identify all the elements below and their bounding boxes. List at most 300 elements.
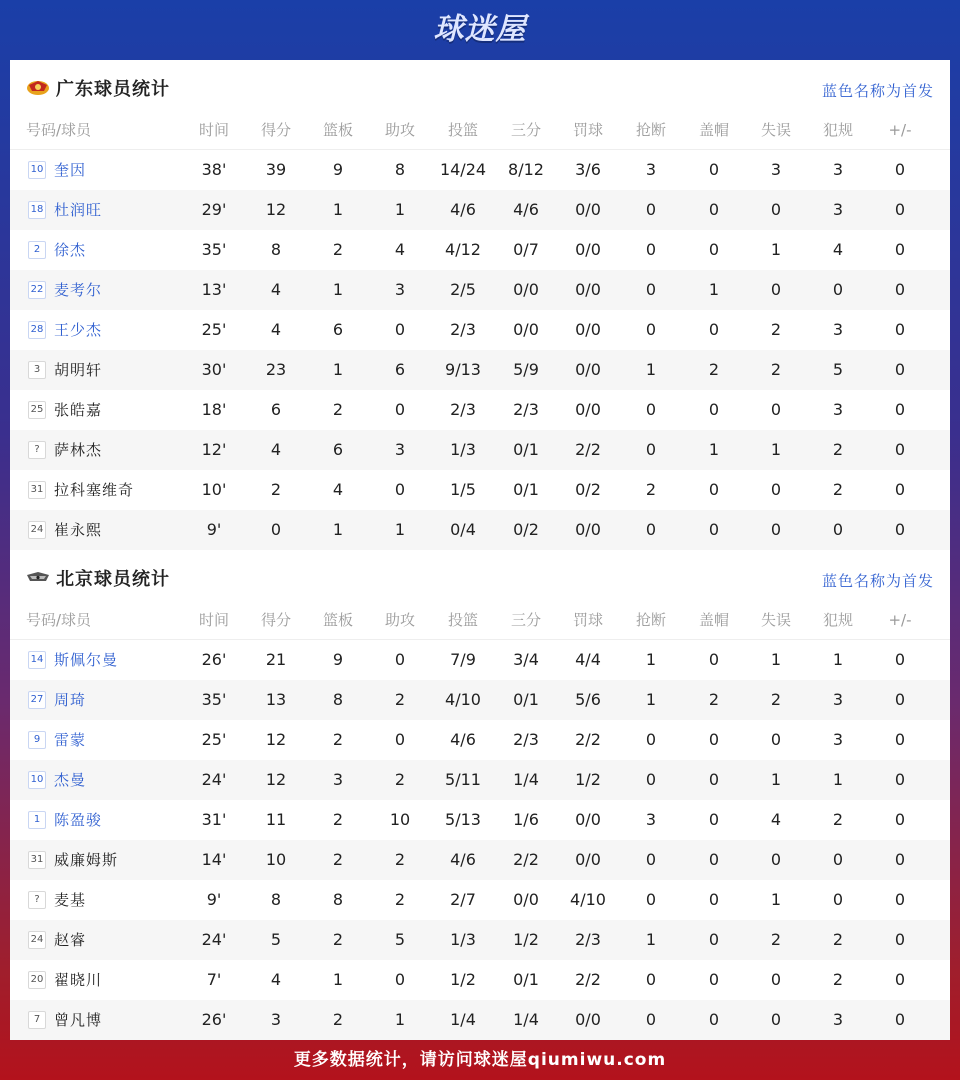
stat-turnovers: 1 xyxy=(770,650,782,669)
stat-steals: 0 xyxy=(645,400,657,419)
stat-field-goals: 14/24 xyxy=(439,160,487,179)
stat-fouls: 3 xyxy=(832,320,844,339)
stat-fouls: 1 xyxy=(832,770,844,789)
stat-steals: 2 xyxy=(645,480,657,499)
player-name[interactable]: 威廉姆斯 xyxy=(54,851,119,869)
stat-fouls: 2 xyxy=(832,930,844,949)
stat-steals: 0 xyxy=(645,320,657,339)
stat-turnovers: 0 xyxy=(770,730,782,749)
stat-steals: 0 xyxy=(645,850,657,869)
stat-assists: 2 xyxy=(394,690,406,709)
column-header-field-goals: 投篮 xyxy=(447,611,478,629)
stat-rebounds: 6 xyxy=(332,320,344,339)
stat-minutes: 26' xyxy=(201,650,227,669)
stat-free-throws: 5/6 xyxy=(575,690,601,709)
stat-field-goals: 9/13 xyxy=(445,360,481,379)
player-name[interactable]: 徐杰 xyxy=(54,241,87,259)
column-header-rebounds: 篮板 xyxy=(322,611,353,629)
stat-points: 5 xyxy=(270,930,282,949)
stat-minutes: 10' xyxy=(201,480,227,499)
stat-field-goals: 2/5 xyxy=(450,280,476,299)
jersey-number-badge: 3 xyxy=(28,361,46,379)
player-row[interactable] xyxy=(10,840,950,880)
stat-rebounds: 1 xyxy=(332,970,344,989)
stat-plus-minus: 0 xyxy=(894,320,906,339)
stat-field-goals: 1/3 xyxy=(450,440,476,459)
stat-field-goals: 0/4 xyxy=(450,520,476,539)
stat-blocks: 1 xyxy=(708,440,720,459)
stat-points: 4 xyxy=(270,280,282,299)
stat-plus-minus: 0 xyxy=(894,440,906,459)
jersey-number-badge: 31 xyxy=(28,851,46,869)
stat-points: 0 xyxy=(270,520,282,539)
player-stats-table xyxy=(10,600,950,1040)
stat-points: 8 xyxy=(270,240,282,259)
column-header-plus-minus: +/- xyxy=(888,121,912,139)
player-row[interactable] xyxy=(10,190,950,230)
stat-three-pointers: 8/12 xyxy=(508,160,544,179)
stat-points: 12 xyxy=(265,200,287,219)
stat-fouls: 3 xyxy=(832,730,844,749)
stat-blocks: 0 xyxy=(708,1010,720,1029)
stat-free-throws: 0/0 xyxy=(575,320,601,339)
stat-three-pointers: 2/2 xyxy=(513,850,539,869)
stat-three-pointers: 2/3 xyxy=(513,730,539,749)
stat-fouls: 3 xyxy=(832,400,844,419)
player-name[interactable]: 奎因 xyxy=(54,161,87,179)
stat-three-pointers: 0/0 xyxy=(513,280,539,299)
stat-field-goals: 4/12 xyxy=(445,240,481,259)
stat-three-pointers: 0/2 xyxy=(513,520,539,539)
player-row[interactable] xyxy=(10,390,950,430)
column-header-three-pointers: 三分 xyxy=(510,611,541,629)
column-header-minutes: 时间 xyxy=(198,611,229,629)
stat-free-throws: 0/0 xyxy=(575,200,601,219)
stat-assists: 0 xyxy=(394,400,406,419)
team-title: 广东球员统计 xyxy=(56,79,170,100)
stat-assists: 10 xyxy=(389,810,411,829)
stat-blocks: 0 xyxy=(708,320,720,339)
stat-free-throws: 2/3 xyxy=(575,930,601,949)
stat-blocks: 0 xyxy=(708,850,720,869)
stat-field-goals: 1/2 xyxy=(450,970,476,989)
column-header-rebounds: 篮板 xyxy=(322,121,353,139)
stat-blocks: 0 xyxy=(708,650,720,669)
stat-rebounds: 2 xyxy=(332,930,344,949)
player-name[interactable]: 崔永熙 xyxy=(54,521,103,539)
stat-steals: 0 xyxy=(645,520,657,539)
stat-minutes: 26' xyxy=(201,1010,227,1029)
stat-plus-minus: 0 xyxy=(894,810,906,829)
stat-steals: 0 xyxy=(645,240,657,259)
player-name[interactable]: 翟晓川 xyxy=(54,971,103,989)
stat-plus-minus: 0 xyxy=(894,730,906,749)
stat-assists: 0 xyxy=(394,970,406,989)
stat-plus-minus: 0 xyxy=(894,400,906,419)
stat-rebounds: 1 xyxy=(332,360,344,379)
player-name[interactable]: 胡明轩 xyxy=(54,361,103,379)
stat-blocks: 0 xyxy=(708,160,720,179)
stat-blocks: 0 xyxy=(708,520,720,539)
stat-points: 10 xyxy=(265,850,287,869)
stat-free-throws: 0/0 xyxy=(575,520,601,539)
player-name[interactable]: 拉科塞维奇 xyxy=(54,481,135,499)
table-header-row xyxy=(10,110,950,150)
player-name[interactable]: 杜润旺 xyxy=(54,201,103,219)
player-row[interactable] xyxy=(10,510,950,550)
stat-field-goals: 4/10 xyxy=(445,690,481,709)
stat-rebounds: 2 xyxy=(332,1010,344,1029)
player-name[interactable]: 周琦 xyxy=(54,691,87,709)
stat-blocks: 1 xyxy=(708,280,720,299)
stat-turnovers: 2 xyxy=(770,690,782,709)
stat-free-throws: 2/2 xyxy=(575,730,601,749)
stat-plus-minus: 0 xyxy=(894,930,906,949)
stat-free-throws: 0/0 xyxy=(575,810,601,829)
stat-minutes: 35' xyxy=(201,690,227,709)
stat-free-throws: 0/2 xyxy=(575,480,601,499)
beijing-team-logo xyxy=(26,569,50,587)
stat-fouls: 3 xyxy=(832,690,844,709)
stat-field-goals: 1/4 xyxy=(450,1010,476,1029)
stat-three-pointers: 4/6 xyxy=(513,200,539,219)
stat-assists: 0 xyxy=(394,730,406,749)
stat-rebounds: 8 xyxy=(332,890,344,909)
stat-fouls: 3 xyxy=(832,200,844,219)
stat-field-goals: 4/6 xyxy=(450,850,476,869)
stat-turnovers: 0 xyxy=(770,850,782,869)
stat-points: 3 xyxy=(270,1010,282,1029)
column-header-fouls: 犯规 xyxy=(822,611,853,629)
stat-free-throws: 0/0 xyxy=(575,850,601,869)
jersey-number-badge: 20 xyxy=(28,971,46,989)
jersey-number-badge: 9 xyxy=(28,731,46,749)
stat-rebounds: 2 xyxy=(332,400,344,419)
stat-three-pointers: 5/9 xyxy=(513,360,539,379)
player-row[interactable] xyxy=(10,680,950,720)
stat-blocks: 0 xyxy=(708,240,720,259)
stat-plus-minus: 0 xyxy=(894,770,906,789)
stat-free-throws: 2/2 xyxy=(575,970,601,989)
stat-free-throws: 0/0 xyxy=(575,280,601,299)
stat-rebounds: 2 xyxy=(332,730,344,749)
stat-steals: 1 xyxy=(645,690,657,709)
player-row[interactable] xyxy=(10,470,950,510)
stat-assists: 3 xyxy=(394,440,406,459)
player-row[interactable] xyxy=(10,760,950,800)
column-header-assists: 助攻 xyxy=(384,611,415,629)
player-row[interactable] xyxy=(10,880,950,920)
column-header-minutes: 时间 xyxy=(198,121,229,139)
stat-rebounds: 1 xyxy=(332,200,344,219)
column-header-player: 号码/球员 xyxy=(26,121,92,139)
starter-legend: 蓝色名称为首发 xyxy=(821,572,934,590)
stat-rebounds: 3 xyxy=(332,770,344,789)
stat-steals: 0 xyxy=(645,440,657,459)
stat-assists: 5 xyxy=(394,930,406,949)
stat-points: 23 xyxy=(265,360,287,379)
stat-free-throws: 0/0 xyxy=(575,1010,601,1029)
column-header-free-throws: 罚球 xyxy=(572,611,603,629)
stat-assists: 0 xyxy=(394,650,406,669)
stat-free-throws: 1/2 xyxy=(575,770,601,789)
team-title: 北京球员统计 xyxy=(56,569,170,590)
player-name[interactable]: 陈盈骏 xyxy=(54,811,103,829)
stat-fouls: 0 xyxy=(832,520,844,539)
stat-free-throws: 0/0 xyxy=(575,240,601,259)
player-row[interactable] xyxy=(10,640,950,680)
stat-assists: 8 xyxy=(394,160,406,179)
stat-three-pointers: 0/1 xyxy=(513,690,539,709)
player-row[interactable] xyxy=(10,720,950,760)
stat-minutes: 9' xyxy=(206,890,222,909)
stat-three-pointers: 0/7 xyxy=(513,240,539,259)
stat-three-pointers: 1/4 xyxy=(513,1010,539,1029)
stat-plus-minus: 0 xyxy=(894,240,906,259)
stat-three-pointers: 1/2 xyxy=(513,930,539,949)
stat-rebounds: 8 xyxy=(332,690,344,709)
jersey-number-badge: 24 xyxy=(28,521,46,539)
stat-plus-minus: 0 xyxy=(894,480,906,499)
stat-blocks: 0 xyxy=(708,930,720,949)
player-name[interactable]: 雷蒙 xyxy=(54,731,87,749)
stat-plus-minus: 0 xyxy=(894,280,906,299)
stat-plus-minus: 0 xyxy=(894,520,906,539)
stat-points: 4 xyxy=(270,440,282,459)
jersey-number-badge: 28 xyxy=(28,321,46,339)
player-row[interactable] xyxy=(10,800,950,840)
column-header-plus-minus: +/- xyxy=(888,611,912,629)
stat-assists: 1 xyxy=(394,1010,406,1029)
column-header-field-goals: 投篮 xyxy=(447,121,478,139)
jersey-number-badge: 25 xyxy=(28,401,46,419)
stat-three-pointers: 1/6 xyxy=(513,810,539,829)
player-row[interactable] xyxy=(10,920,950,960)
stat-plus-minus: 0 xyxy=(894,650,906,669)
stat-steals: 0 xyxy=(645,890,657,909)
stat-blocks: 0 xyxy=(708,810,720,829)
column-header-blocks: 盖帽 xyxy=(698,611,729,629)
stat-blocks: 0 xyxy=(708,400,720,419)
stat-free-throws: 0/0 xyxy=(575,360,601,379)
jersey-number-badge: 18 xyxy=(28,201,46,219)
stat-steals: 0 xyxy=(645,200,657,219)
stat-rebounds: 1 xyxy=(332,520,344,539)
stat-assists: 0 xyxy=(394,320,406,339)
stat-three-pointers: 0/1 xyxy=(513,480,539,499)
stat-assists: 0 xyxy=(394,480,406,499)
stat-minutes: 38' xyxy=(201,160,227,179)
stat-turnovers: 2 xyxy=(770,320,782,339)
column-header-points: 得分 xyxy=(260,611,291,629)
player-name[interactable]: 王少杰 xyxy=(54,321,103,339)
stat-minutes: 25' xyxy=(201,730,227,749)
player-name[interactable]: 麦考尔 xyxy=(54,281,103,299)
stat-minutes: 35' xyxy=(201,240,227,259)
stat-field-goals: 2/3 xyxy=(450,320,476,339)
stat-points: 4 xyxy=(270,970,282,989)
player-row[interactable] xyxy=(10,230,950,270)
stat-field-goals: 5/13 xyxy=(445,810,481,829)
brand-logo: 球迷屋 xyxy=(433,12,527,47)
player-row[interactable] xyxy=(10,430,950,470)
stat-turnovers: 0 xyxy=(770,400,782,419)
stat-blocks: 0 xyxy=(708,480,720,499)
stat-minutes: 24' xyxy=(201,770,227,789)
stat-turnovers: 2 xyxy=(770,930,782,949)
stat-minutes: 30' xyxy=(201,360,227,379)
jersey-number-badge: 14 xyxy=(28,651,46,669)
stat-fouls: 4 xyxy=(832,240,844,259)
stat-points: 11 xyxy=(265,810,287,829)
player-stats-table xyxy=(10,110,950,550)
stat-field-goals: 1/3 xyxy=(450,930,476,949)
stat-field-goals: 5/11 xyxy=(445,770,481,789)
stat-plus-minus: 0 xyxy=(894,200,906,219)
player-name[interactable]: 萨林杰 xyxy=(54,441,103,459)
stat-blocks: 2 xyxy=(708,690,720,709)
stat-points: 21 xyxy=(265,650,287,669)
jersey-number-badge: 31 xyxy=(28,481,46,499)
player-row[interactable] xyxy=(10,310,950,350)
column-header-steals: 抢断 xyxy=(635,121,666,139)
jersey-number-badge: 2 xyxy=(28,241,46,259)
stat-free-throws: 4/4 xyxy=(575,650,601,669)
column-header-turnovers: 失误 xyxy=(760,611,791,629)
stat-field-goals: 4/6 xyxy=(450,730,476,749)
stat-fouls: 2 xyxy=(832,970,844,989)
stat-rebounds: 2 xyxy=(332,240,344,259)
footer-banner[interactable]: 更多数据统计，请访问球迷屋qiumiwu.com xyxy=(293,1050,667,1070)
stat-turnovers: 0 xyxy=(770,480,782,499)
stat-points: 12 xyxy=(265,730,287,749)
column-header-points: 得分 xyxy=(260,121,291,139)
stat-steals: 0 xyxy=(645,730,657,749)
player-name[interactable]: 张皓嘉 xyxy=(54,401,103,419)
stat-assists: 1 xyxy=(394,200,406,219)
stat-plus-minus: 0 xyxy=(894,160,906,179)
guangdong-team-logo xyxy=(26,79,50,97)
player-row[interactable] xyxy=(10,270,950,310)
stat-minutes: 13' xyxy=(201,280,227,299)
column-header-assists: 助攻 xyxy=(384,121,415,139)
stat-fouls: 2 xyxy=(832,810,844,829)
stat-assists: 3 xyxy=(394,280,406,299)
stat-turnovers: 1 xyxy=(770,240,782,259)
player-name[interactable]: 麦基 xyxy=(54,891,87,909)
stat-points: 2 xyxy=(270,480,282,499)
stat-minutes: 9' xyxy=(206,520,222,539)
column-header-fouls: 犯规 xyxy=(822,121,853,139)
stat-rebounds: 1 xyxy=(332,280,344,299)
stat-turnovers: 4 xyxy=(770,810,782,829)
stat-minutes: 7' xyxy=(206,970,222,989)
stat-free-throws: 3/6 xyxy=(575,160,601,179)
stat-fouls: 0 xyxy=(832,280,844,299)
stat-field-goals: 1/5 xyxy=(450,480,476,499)
stat-field-goals: 4/6 xyxy=(450,200,476,219)
stat-plus-minus: 0 xyxy=(894,890,906,909)
stat-free-throws: 2/2 xyxy=(575,440,601,459)
column-header-blocks: 盖帽 xyxy=(698,121,729,139)
stat-plus-minus: 0 xyxy=(894,360,906,379)
stat-three-pointers: 0/1 xyxy=(513,440,539,459)
stat-assists: 2 xyxy=(394,850,406,869)
stat-assists: 2 xyxy=(394,770,406,789)
stat-assists: 4 xyxy=(394,240,406,259)
player-row[interactable] xyxy=(10,150,950,190)
column-header-three-pointers: 三分 xyxy=(510,121,541,139)
stat-turnovers: 0 xyxy=(770,970,782,989)
stat-field-goals: 2/7 xyxy=(450,890,476,909)
stat-assists: 1 xyxy=(394,520,406,539)
player-name[interactable]: 赵睿 xyxy=(54,931,87,949)
stat-points: 8 xyxy=(270,890,282,909)
stat-turnovers: 3 xyxy=(770,160,782,179)
stat-steals: 1 xyxy=(645,360,657,379)
stat-steals: 1 xyxy=(645,930,657,949)
player-row[interactable] xyxy=(10,960,950,1000)
stat-assists: 6 xyxy=(394,360,406,379)
stat-blocks: 2 xyxy=(708,360,720,379)
stat-plus-minus: 0 xyxy=(894,690,906,709)
stat-steals: 0 xyxy=(645,770,657,789)
stat-turnovers: 2 xyxy=(770,360,782,379)
column-header-turnovers: 失误 xyxy=(760,121,791,139)
stat-blocks: 0 xyxy=(708,970,720,989)
stat-fouls: 2 xyxy=(832,480,844,499)
jersey-number-badge: 1 xyxy=(28,811,46,829)
stat-points: 13 xyxy=(265,690,287,709)
stat-blocks: 0 xyxy=(708,890,720,909)
stat-blocks: 0 xyxy=(708,730,720,749)
stat-turnovers: 0 xyxy=(770,520,782,539)
stat-turnovers: 1 xyxy=(770,770,782,789)
stat-minutes: 24' xyxy=(201,930,227,949)
stat-field-goals: 2/3 xyxy=(450,400,476,419)
stat-fouls: 3 xyxy=(832,160,844,179)
player-name[interactable]: 斯佩尔曼 xyxy=(54,651,119,669)
jersey-number-badge: ? xyxy=(28,441,46,459)
player-name[interactable]: 曾凡博 xyxy=(54,1011,103,1029)
stat-steals: 0 xyxy=(645,1010,657,1029)
stat-steals: 3 xyxy=(645,810,657,829)
column-header-player: 号码/球员 xyxy=(26,611,92,629)
stat-steals: 1 xyxy=(645,650,657,669)
stat-steals: 0 xyxy=(645,970,657,989)
stat-rebounds: 6 xyxy=(332,440,344,459)
stat-plus-minus: 0 xyxy=(894,850,906,869)
stat-fouls: 1 xyxy=(832,650,844,669)
jersey-number-badge: 22 xyxy=(28,281,46,299)
stat-rebounds: 9 xyxy=(332,160,344,179)
player-row[interactable] xyxy=(10,350,950,390)
jersey-number-badge: 10 xyxy=(28,771,46,789)
stat-rebounds: 2 xyxy=(332,850,344,869)
stat-three-pointers: 0/1 xyxy=(513,970,539,989)
player-row[interactable] xyxy=(10,1000,950,1040)
player-name[interactable]: 杰曼 xyxy=(54,771,87,789)
stat-three-pointers: 0/0 xyxy=(513,320,539,339)
stat-plus-minus: 0 xyxy=(894,970,906,989)
stat-turnovers: 0 xyxy=(770,1010,782,1029)
column-header-free-throws: 罚球 xyxy=(572,121,603,139)
jersey-number-badge: ? xyxy=(28,891,46,909)
starter-legend: 蓝色名称为首发 xyxy=(821,82,934,100)
table-header-row xyxy=(10,600,950,640)
stat-fouls: 3 xyxy=(832,1010,844,1029)
stat-turnovers: 1 xyxy=(770,890,782,909)
